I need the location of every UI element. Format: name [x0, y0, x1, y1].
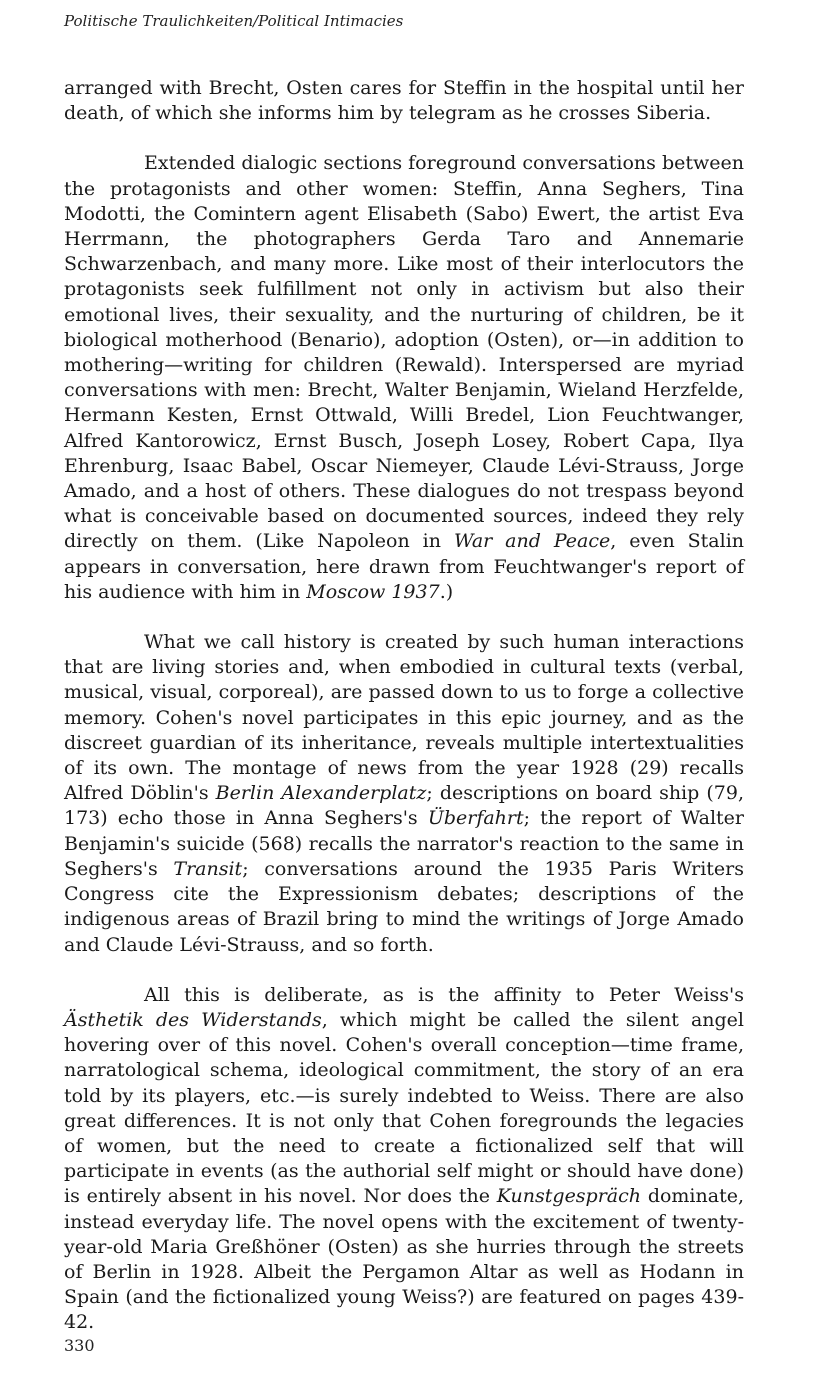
- text-run: dominate, instead everyday life. The novel opens with the excitement of twenty-year-old Maria Greßhöner (Osten) as she hurries through the streets of Berlin in 1928. Albeit the Pergamon Altar as well as Hodann in Spain (and the fictionalized young Weiss?) are featured on pages 439-42.: [64, 1185, 744, 1334]
- italic-title: War and Peace: [453, 530, 611, 553]
- text-run: , even Stalin appears in conversation, here drawn from Feuchtwanger's report of his audience with him in: [64, 530, 745, 603]
- page-number: 330: [64, 1336, 95, 1355]
- italic-title: Überfahrt: [427, 807, 524, 830]
- paragraph-4: [64, 983, 744, 1336]
- text-run: arranged with Brecht, Osten cares for Steffin in the hospital until her death, of which she informs him by telegram as he crosses Siberia.: [64, 77, 744, 125]
- italic-title: Transit: [173, 857, 243, 880]
- italic-title: Kunstgespräch: [496, 1185, 642, 1208]
- text-run: , which might be called the silent angel hovering over of this novel. Cohen's overall conception—time frame, narratological schema, ideological commitment, the story of an era told by its players, etc.—is surely indebted to Weiss. There are also great differences. It is not only that Cohen foregrounds the legacies of women, but the need to create a fictionalized self that will participate in events (as the authorial self might or should have done) is entirely absent in his novel. Nor does the: [64, 1008, 744, 1208]
- italic-title: Moscow 1937: [306, 580, 440, 603]
- text-run: .): [439, 580, 454, 603]
- text-run: ; descriptions on board ship (79, 173) echo those in Anna Seghers's: [64, 782, 744, 830]
- paragraph-2: [64, 151, 744, 605]
- italic-title: Berlin Alexanderplatz: [215, 782, 427, 805]
- italic-title: Ästhetik des Widerstands: [64, 1008, 322, 1031]
- text-run: What we call history is created by such human interactions that are living stories and, when embodied in cultural texts (verbal, musical, visual, corporeal), are passed down to us to forge a collective memory. Cohen's novel participates in this epic journey, and as the discreet guardian of its inheritance, reveals multiple intertextualities of its own. The montage of news from the year 1928 (29) recalls Alfred Döblin's: [64, 631, 744, 805]
- text-run: ; conversations around the 1935 Paris Writers Congress cite the Expressionism debates; descriptions of the indigenous areas of Brazil bring to mind the writings of Jorge Amado and Claude Lévi-Strauss, and so forth.: [64, 857, 745, 956]
- text-run: ; the report of Walter Benjamin's suicide (568) recalls the narrator's reaction to the same in Seghers's: [64, 807, 744, 880]
- text-run: Extended dialogic sections foreground conversations between the protagonists and other women: Steffin, Anna Seghers, Tina Modotti, the Comintern agent Elisabeth (Sabo) Ewert, the artist Eva Herrmann, the photographers Gerda Taro and Annemarie Schwarzenbach, and many more. Like most of their interlocutors the protagonists seek fulfillment not only in activism but also their emotional lives, their sexuality, and the nurturing of children, be it biological motherhood (Benario), adoption (Osten), or—in addition to mothering—writing for children (Rewald). Interspersed are myriad conversations with men: Brecht, Walter Benjamin, Wieland Herzfelde, Hermann Kesten, Ernst Ottwald, Willi Bredel, Lion Feuchtwanger, Alfred Kantorowicz, Ernst Busch, Joseph Losey, Robert Capa, Ilya Ehrenburg, Isaac Babel, Oscar Niemeyer, Claude Lévi-Strauss, Jorge Amado, and a host of others. These dialogues do not trespass beyond what is conceivable based on documented sources, indeed they rely directly on them. (Like Napoleon in: [64, 152, 744, 553]
- running-head: Politische Traulichkeiten/Political Intimacies: [64, 12, 404, 30]
- paragraph-1: [64, 76, 744, 126]
- paragraph-3: [64, 630, 744, 958]
- text-run: All this is deliberate, as is the affinity to Peter Weiss's: [144, 983, 744, 1006]
- body-text: [64, 76, 744, 1336]
